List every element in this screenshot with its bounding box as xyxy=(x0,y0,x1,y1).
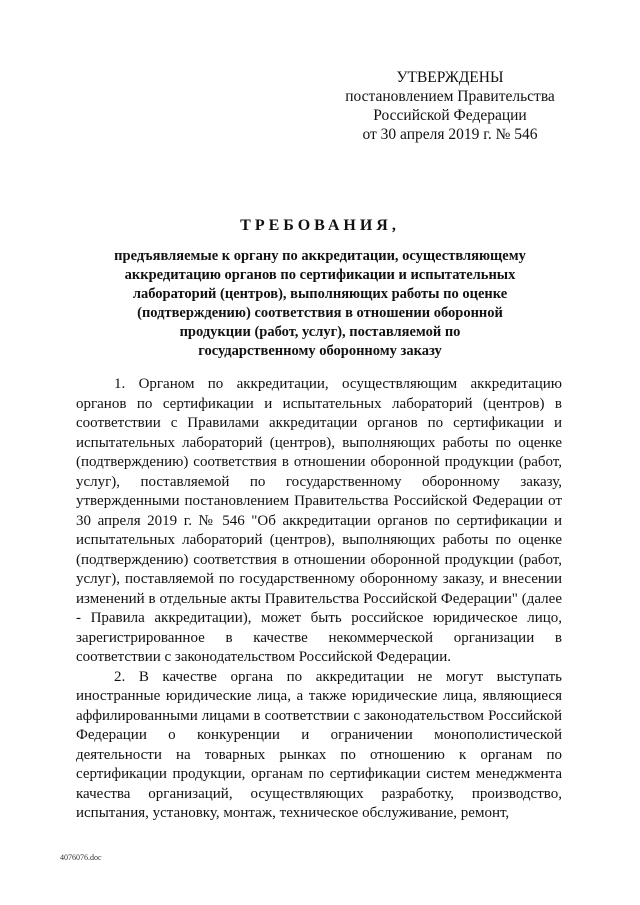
approval-block xyxy=(340,68,560,144)
approval-heading: УТВЕРЖДЕНЫ xyxy=(396,69,504,86)
subtitle-line: государственному оборонному заказу xyxy=(198,343,442,359)
document-title: ТРЕБОВАНИЯ, xyxy=(240,217,400,234)
subtitle-line: (подтверждению) соответствия в отношении оборонной xyxy=(137,305,503,321)
subtitle-line: предъявляемые к органу по аккредитации, осуществляющему xyxy=(114,248,526,264)
approval-date-number: от 30 апреля 2019 г. № 546 xyxy=(362,126,538,143)
approval-line: постановлением Правительства xyxy=(345,88,555,105)
subtitle-line: аккредитацию органов по сертификации и испытательных xyxy=(124,267,516,283)
document-body xyxy=(76,375,562,824)
paragraph-2: 2. В качестве органа по аккредитации не могут выступать иностранные юридические лица, а также юридические лица, являющиеся аффилированными лицами в соответствии с законодательством Российской Федерации о конкуренции и ограничении монополистической деятельности на товарных рынках по отношению к органам по сертификации продукции, органам по сертификации систем менеджмента качества организаций, осуществляющих разработку, производство, испытания, установку, монтаж, техническое обслуживание, ремонт, xyxy=(76,668,562,821)
subtitle-line: лабораторий (центров), выполняющих работы по оценке xyxy=(132,286,508,302)
approval-line: Российской Федерации xyxy=(373,107,527,124)
document-subtitle xyxy=(80,247,560,361)
file-name-footer: 4076076.doc xyxy=(60,853,102,862)
subtitle-line: продукции (работ, услуг), поставляемой по xyxy=(179,324,461,340)
paragraph-1: 1. Органом по аккредитации, осуществляющим аккредитацию органов по сертификации и испытательных лабораторий (центров) в соответствии с Правилами аккредитации органов по сертификации и испытательных лабораторий (центров), выполняющих работы по оценке (подтверждению) соответствия в отношении оборонной продукции (работ, услуг), поставляемой по государственному оборонному заказу, утвержденными постановлением Правительства Российской Федерации от 30 апреля 2019 г. № 546 "Об аккредитации органов по сертификации и испытательных лабораторий (центров), выполняющих работы по оценке (подтверждению) соответствия в отношении оборонной продукции (работ, услуг), поставляемой по государственному оборонному заказу, и внесении изменений в отдельные акты Правительства Российской Федерации" (далее - Правила аккредитации), может быть российское юридическое лицо, зарегистрированное в качестве некоммерческой организации в соответствии с законодательством Российской Федерации. xyxy=(76,376,562,665)
